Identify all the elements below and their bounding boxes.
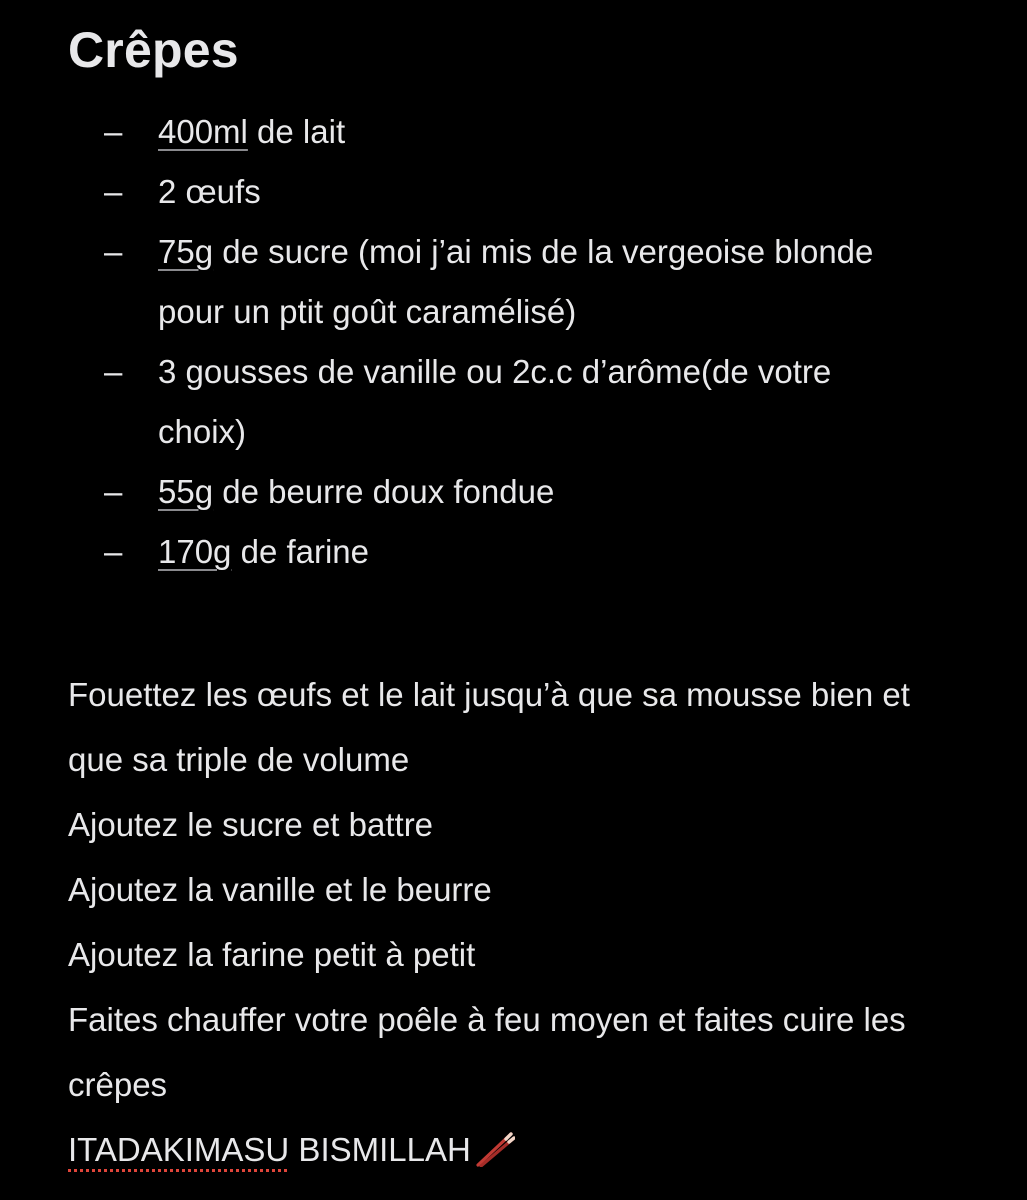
list-dash: – [104, 173, 123, 210]
list-item [68, 102, 898, 162]
step-text: Ajoutez la farine petit à petit [68, 936, 476, 973]
list-item [68, 522, 898, 582]
ingredient-list [68, 102, 968, 582]
list-dash: – [104, 473, 123, 510]
step-text: Fouettez les œufs et le lait jusqu’à que sa mousse bien et que sa triple de volume [68, 676, 910, 778]
step-text: Ajoutez la vanille et le beurre [68, 871, 492, 908]
quantity-link[interactable]: 75g [158, 233, 214, 270]
steps-section [68, 662, 968, 1188]
ingredient-text: de farine [231, 533, 370, 570]
step-text: Ajoutez le sucre et battre [68, 806, 434, 843]
ingredient-text: 2 œufs [158, 173, 261, 210]
chopsticks-icon [475, 1123, 515, 1188]
ingredient-text: 3 gousses de vanille ou 2c.c d’arôme(de votre choix) [158, 353, 832, 450]
quantity-link[interactable]: 55g [158, 473, 214, 510]
quantity-link[interactable]: 400ml [158, 113, 248, 150]
list-item [68, 222, 898, 342]
list-dash: – [104, 113, 123, 150]
closing-text: BISMILLAH [289, 1131, 471, 1168]
list-dash: – [104, 353, 123, 390]
misspelled-word[interactable]: ITADAKIMASU [68, 1131, 290, 1168]
note-body[interactable] [68, 18, 968, 1188]
list-item [68, 462, 898, 522]
list-dash: – [104, 533, 123, 570]
closing-line [68, 1117, 928, 1188]
list-item [68, 162, 898, 222]
quantity-link[interactable]: 170g [158, 533, 232, 570]
ingredient-text: de lait [247, 113, 346, 150]
note-title: Crêpes [68, 22, 239, 78]
step-text: Faites chauffer votre poêle à feu moyen et faites cuire les crêpes [68, 1001, 906, 1103]
list-dash: – [104, 233, 123, 270]
list-item [68, 342, 898, 462]
ingredient-text: de sucre (moi j’ai mis de la vergeoise blonde pour un ptit goût caramélisé) [158, 233, 874, 330]
ingredient-text: de beurre doux fondue [213, 473, 555, 510]
